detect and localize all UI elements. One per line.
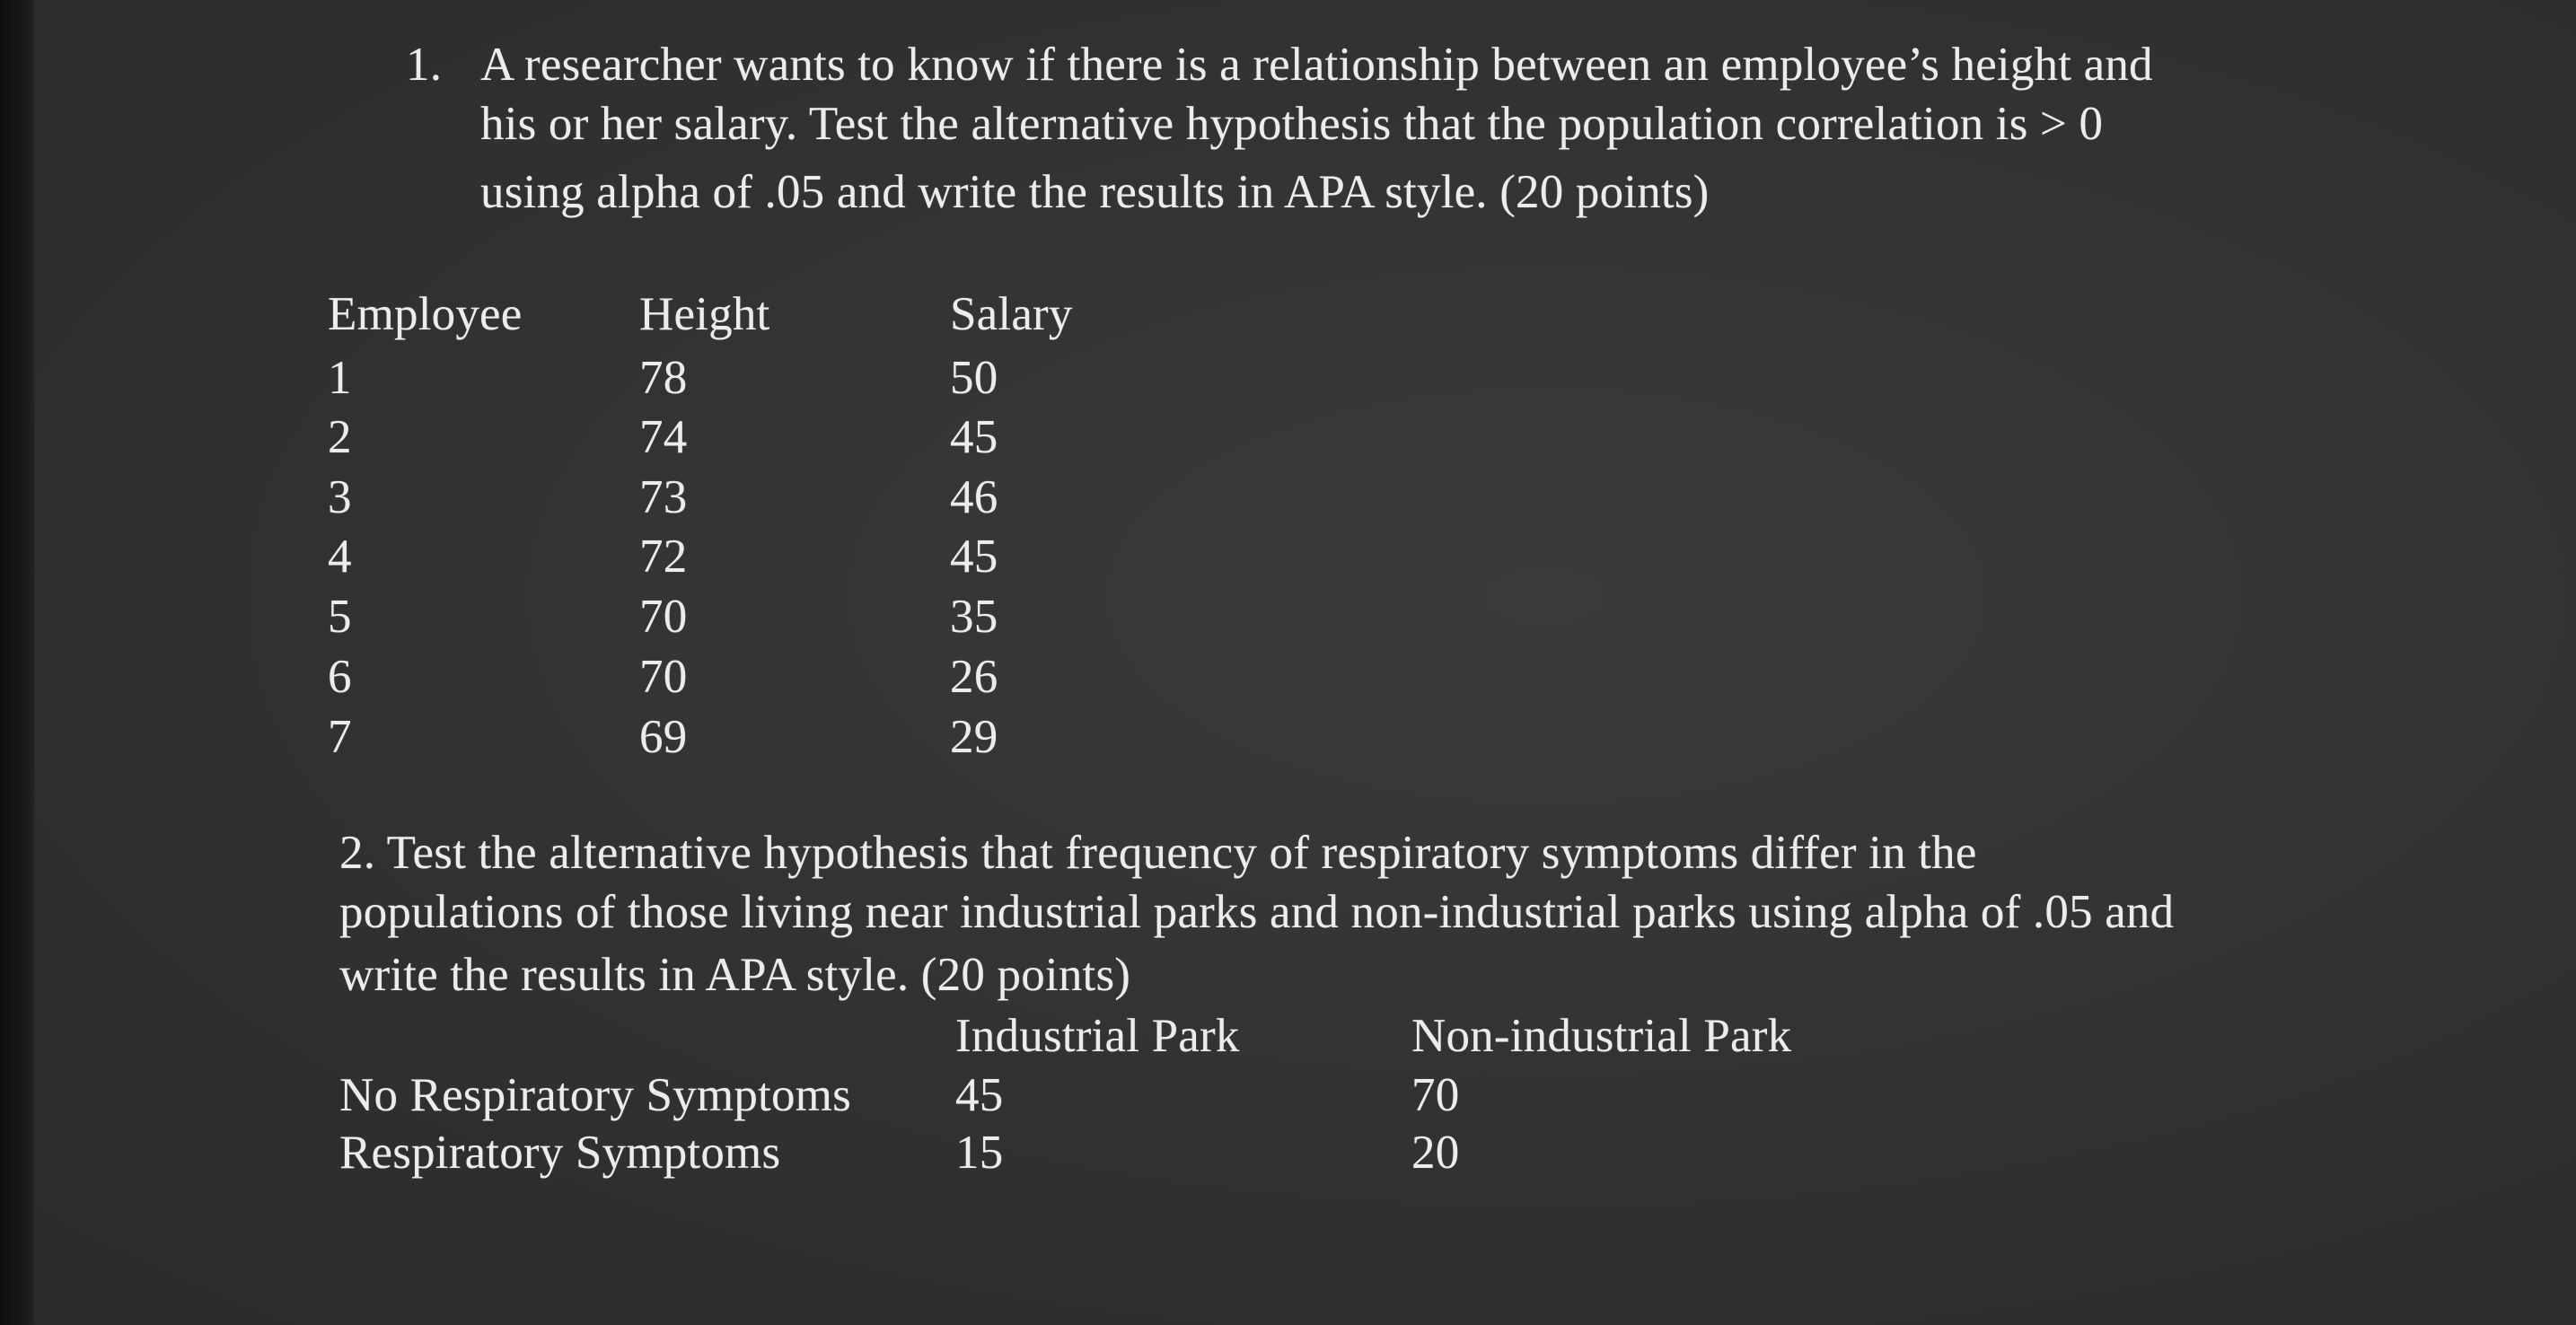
table-cell-employee: 2 [328, 411, 352, 463]
table-cell-salary: 45 [950, 531, 998, 583]
table-cell-employee: 1 [328, 352, 352, 404]
table-cell-employee: 4 [328, 531, 352, 583]
table-cell-height: 70 [639, 591, 688, 643]
question-2-line-1: 2. Test the alternative hypothesis that frequency of respiratory symptoms differ in the [339, 827, 1977, 879]
table-cell-industrial: 45 [955, 1069, 1004, 1121]
table-cell-height: 73 [639, 471, 688, 523]
table-cell-employee: 5 [328, 591, 352, 643]
table-cell-employee: 7 [328, 711, 352, 763]
table-cell-height: 74 [639, 411, 688, 463]
question-2-line-2: populations of those living near industrial parks and non-industrial parks using alpha of .05 and [339, 886, 2175, 938]
table-cell-employee: 3 [328, 471, 352, 523]
header-employee: Employee [328, 288, 523, 340]
table-cell-height: 78 [639, 352, 688, 404]
table-cell-industrial: 15 [955, 1127, 1004, 1179]
table-cell-salary: 45 [950, 411, 998, 463]
table-cell-salary: 46 [950, 471, 998, 523]
question-1-number: 1. [406, 39, 443, 91]
table-cell-salary: 29 [950, 711, 998, 763]
question-1-line-3: using alpha of .05 and write the results in APA style. (20 points) [480, 166, 1710, 218]
header-salary: Salary [950, 288, 1073, 340]
header-industrial-park: Industrial Park [955, 1010, 1240, 1062]
table-cell-non-industrial: 70 [1411, 1069, 1460, 1121]
header-non-industrial-park: Non-industrial Park [1411, 1010, 1792, 1062]
question-1-line-2: his or her salary. Test the alternative hypothesis that the population correlation is > 0 [480, 98, 2104, 150]
table-cell-height: 69 [639, 711, 688, 763]
question-2-line-3: write the results in APA style. (20 points) [339, 949, 1131, 1001]
table-cell-salary: 26 [950, 651, 998, 703]
table-cell-salary: 35 [950, 591, 998, 643]
question-1-line-1: A researcher wants to know if there is a relationship between an employee’s height and [480, 39, 2153, 91]
row-label-symptoms: Respiratory Symptoms [339, 1127, 781, 1179]
table-cell-employee: 6 [328, 651, 352, 703]
table-cell-salary: 50 [950, 352, 998, 404]
table-cell-non-industrial: 20 [1411, 1127, 1460, 1179]
table-cell-height: 72 [639, 531, 688, 583]
header-height: Height [639, 288, 770, 340]
table-cell-height: 70 [639, 651, 688, 703]
row-label-no-symptoms: No Respiratory Symptoms [339, 1069, 851, 1121]
